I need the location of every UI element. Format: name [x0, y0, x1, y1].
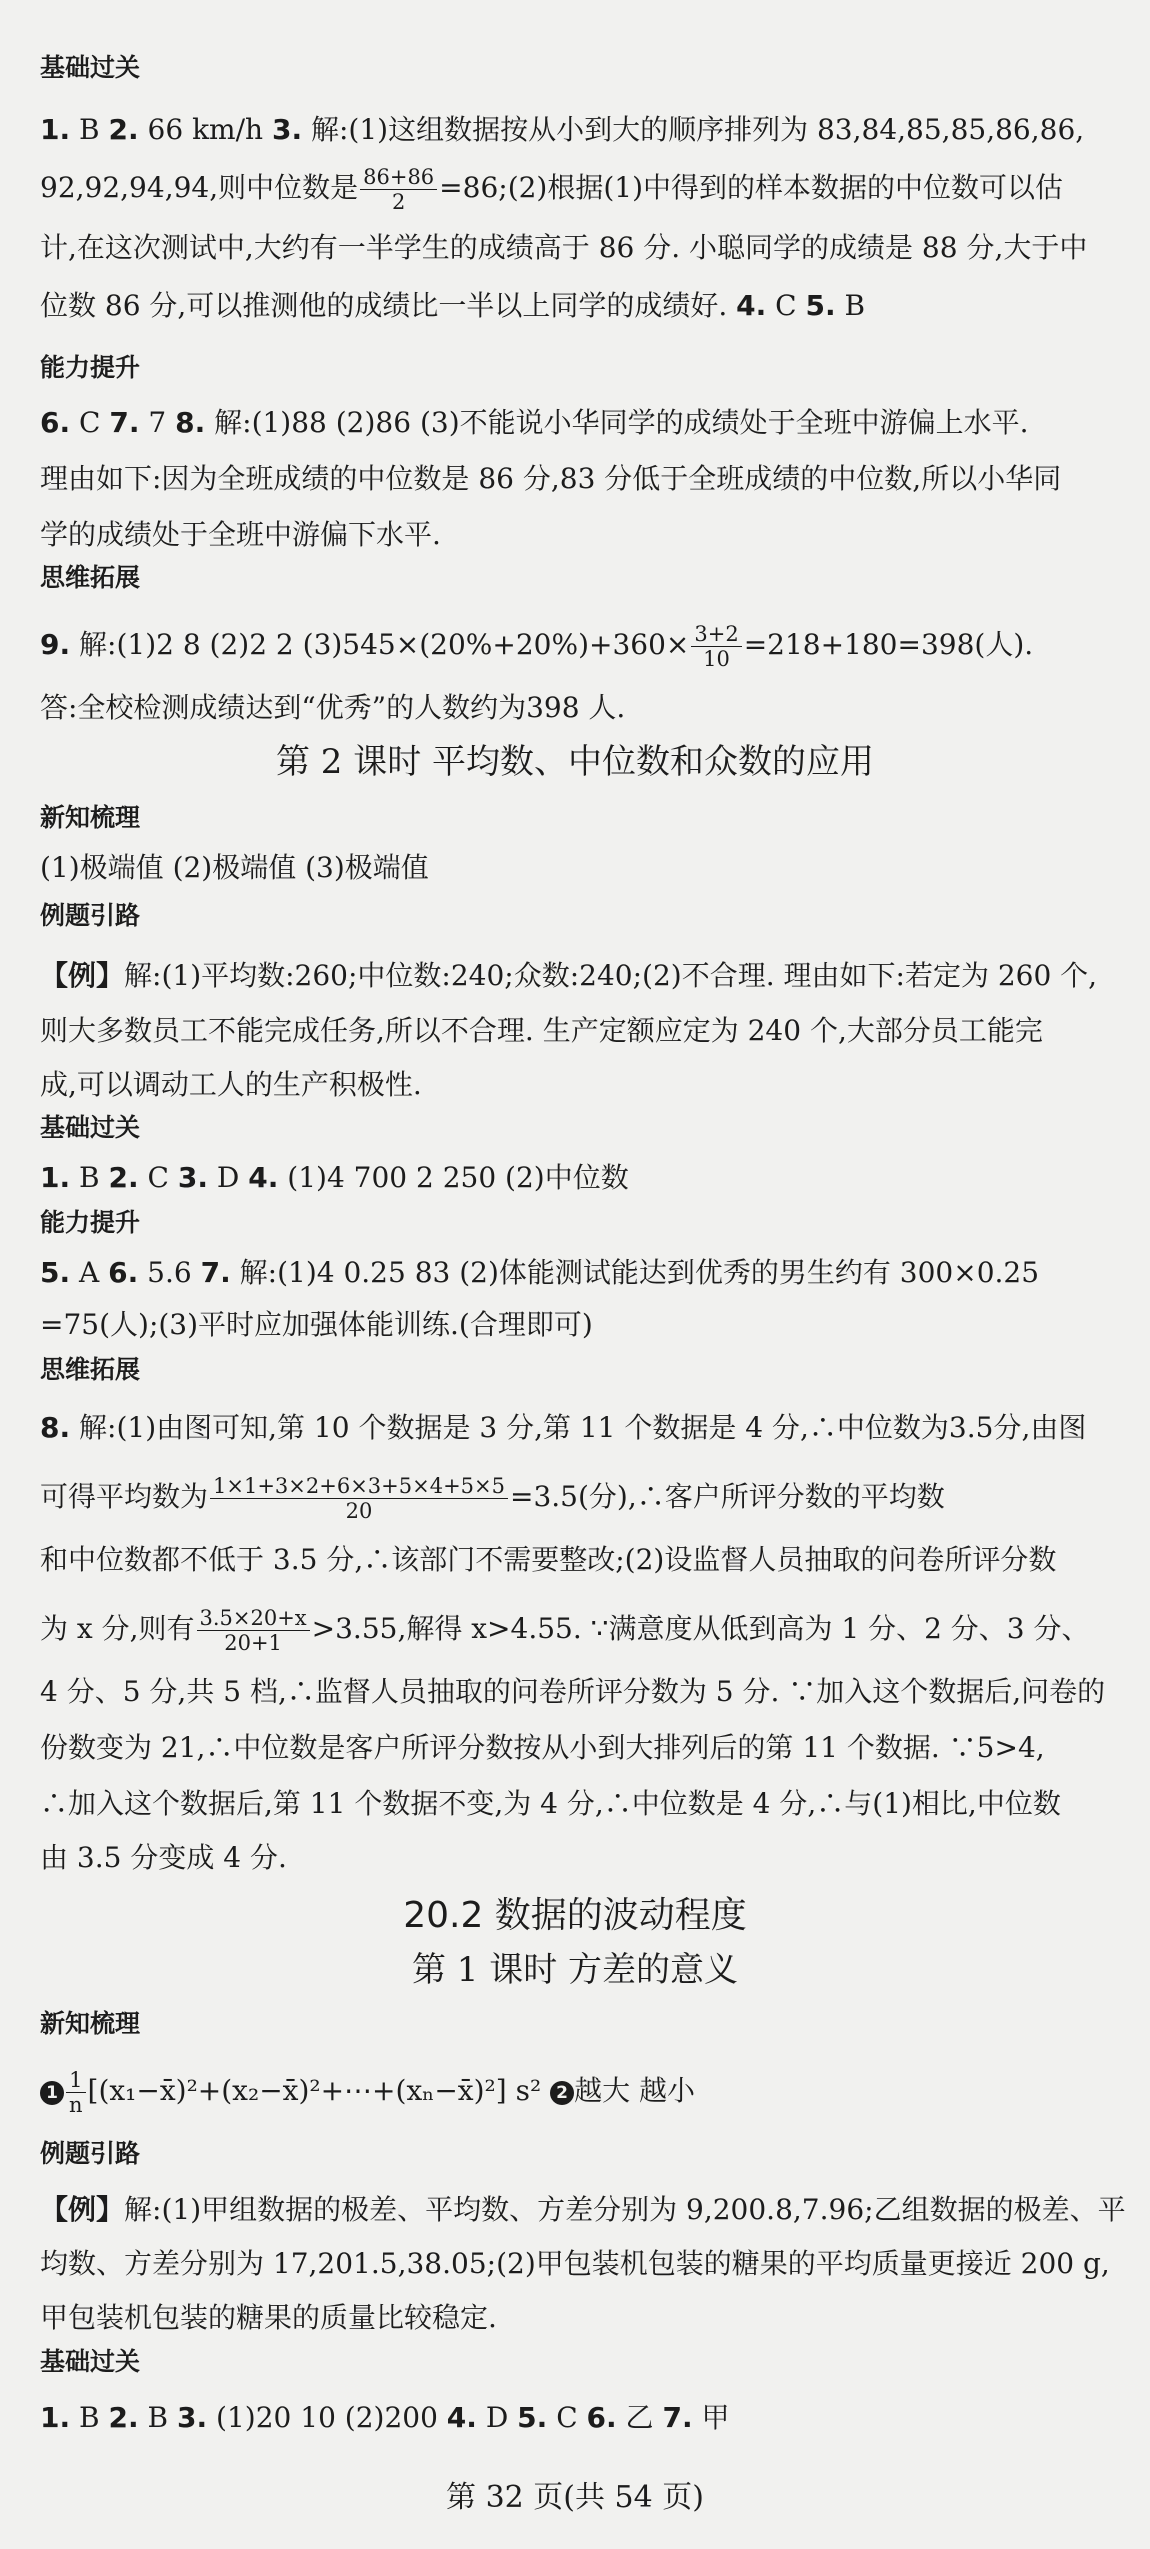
lesson-title: 第 1 课时 方差的意义	[411, 1950, 739, 1990]
answer-line: =75(人);(3)平时应加强体能训练.(合理即可)	[40, 1308, 593, 1341]
answer-line: 6. C 7. 7 8. 解:(1)88 (2)86 (3)不能说小华同学的成绩处于全班中游偏上水平.	[40, 406, 1029, 439]
answer-line: 1. B 2. B 3. (1)20 10 (2)200 4. D 5. C 6. 乙 7. 甲	[40, 2401, 730, 2434]
fraction: $\frac{1\times 1+3\times 2+6\times 3+5\times 4+5\times 5}{20}$	[210, 1474, 508, 1523]
answer-line: 和中位数都不低于 3.5 分,∴该部门不需要整改;(2)设监督人员抽取的问卷所评分数	[40, 1543, 1057, 1576]
answer-line: 位数 86 分,可以推测他的成绩比一半以上同学的成绩好. 4. C 5. B	[40, 289, 866, 322]
fraction: $\frac{3.5\times 20+x}{20+1}$	[197, 1606, 310, 1655]
answer-line: 9. 解:(1)2 8 (2)2 2 (3)545×(20%+20%)+360× $\frac{3+2}{10}$ =218+180=398(人).	[40, 622, 1034, 671]
answer-line: 成,可以调动工人的生产积极性.	[40, 1068, 422, 1101]
section-heading: 能力提升	[40, 353, 141, 382]
fraction: $\frac{3+2}{10}$	[691, 622, 741, 671]
answer-line: 【例】解:(1)平均数:260;中位数:240;众数:240;(2)不合理. 理由如下:若定为 260 个,	[40, 959, 1098, 992]
answer-line: 答:全校检测成绩达到“优秀”的人数约为398 人.	[40, 691, 626, 724]
section-heading: 新知梳理	[40, 803, 141, 832]
section-heading: 思维拓展	[40, 563, 141, 592]
section-heading: 基础过关	[40, 2347, 141, 2376]
answer-line: 1. B 2. C 3. D 4. (1)4 700 2 250 (2)中位数	[40, 1161, 629, 1194]
answer-line: 份数变为 21,∴中位数是客户所评分数按从小到大排列后的第 11 个数据. ∵5>4,	[40, 1731, 1045, 1764]
page-number: 第 32 页(共 54 页)	[446, 2480, 704, 2515]
answer-line: ∴加入这个数据后,第 11 个数据不变,为 4 分,∴中位数是 4 分,∴与(1)相比,中位数	[40, 1787, 1061, 1820]
answer-line: 均数、方差分别为 17,201.5,38.05;(2)甲包装机包装的糖果的平均质量更接近 200 g,	[40, 2247, 1110, 2280]
answer-line: 则大多数员工不能完成任务,所以不合理. 生产定额应定为 240 个,大部分员工能完	[40, 1014, 1043, 1047]
answer-line: 【例】解:(1)甲组数据的极差、平均数、方差分别为 9,200.8,7.96;乙组数据的极差、平	[40, 2193, 1126, 2226]
answer-line: 由 3.5 分变成 4 分.	[40, 1841, 287, 1874]
answer-line: 可得平均数为 $\frac{1\times 1+3\times 2+6\times 3+5\times 4+5\times 5}{20}$ =3.5(分),∴客户所评分数的平均数	[40, 1474, 945, 1523]
fraction: $\frac{86+86}{2}$	[360, 165, 437, 214]
answer-line: 4 分、5 分,共 5 档,∴监督人员抽取的问卷所评分数为 5 分. ∵加入这个数据后,问卷的	[40, 1675, 1106, 1708]
section-heading: 新知梳理	[40, 2009, 141, 2038]
answer-line: 甲包装机包装的糖果的质量比较稳定.	[40, 2301, 497, 2334]
answer-line: 5. A 6. 5.6 7. 解:(1)4 0.25 83 (2)体能测试能达到优秀的男生约有 300×0.25	[40, 1256, 1040, 1289]
answer-line: 理由如下:因为全班成绩的中位数是 86 分,83 分低于全班成绩的中位数,所以小华同	[40, 462, 1062, 495]
answer-line: (1)极端值 (2)极端值 (3)极端值	[40, 851, 429, 884]
number-circle-icon: 2	[550, 2081, 574, 2105]
section-title: 20.2 数据的波动程度	[403, 1895, 747, 1936]
answer-line: 92,92,94,94,则中位数是 $\frac{86+86}{2}$ =86;(2)根据(1)中得到的样本数据的中位数可以估	[40, 165, 1064, 214]
section-heading: 基础过关	[40, 53, 141, 82]
lesson-title: 第 2 课时 平均数、中位数和众数的应用	[275, 742, 875, 782]
answer-line: 学的成绩处于全班中游偏下水平.	[40, 518, 441, 551]
section-heading: 能力提升	[40, 1208, 141, 1237]
section-heading: 例题引路	[40, 901, 141, 930]
section-heading: 例题引路	[40, 2139, 141, 2168]
answer-line: 计,在这次测试中,大约有一半学生的成绩高于 86 分. 小聪同学的成绩是 88 分,大于中	[40, 231, 1088, 264]
fraction: $\frac{1}{n}$	[66, 2068, 86, 2117]
answer-line: 1. B 2. 66 km/h 3. 解:(1)这组数据按从小到大的顺序排列为 83,84,85,85,86,86,	[40, 113, 1085, 146]
number-circle-icon: 1	[40, 2081, 64, 2105]
section-heading: 思维拓展	[40, 1355, 141, 1384]
answer-line: 1 $\frac{1}{n}$ [(x₁−x̄)²+(x₂−x̄)²+⋯+(xₙ−x̄)²] s² 2 越大 越小	[40, 2068, 1120, 2117]
section-heading: 基础过关	[40, 1113, 141, 1142]
answer-line: 为 x 分,则有 $\frac{3.5\times 20+x}{20+1}$ >3.55,解得 x>4.55. ∵满意度从低到高为 1 分、2 分、3 分、	[40, 1606, 1090, 1655]
answer-line: 8. 解:(1)由图可知,第 10 个数据是 3 分,第 11 个数据是 4 分,∴中位数为3.5分,由图	[40, 1411, 1087, 1444]
